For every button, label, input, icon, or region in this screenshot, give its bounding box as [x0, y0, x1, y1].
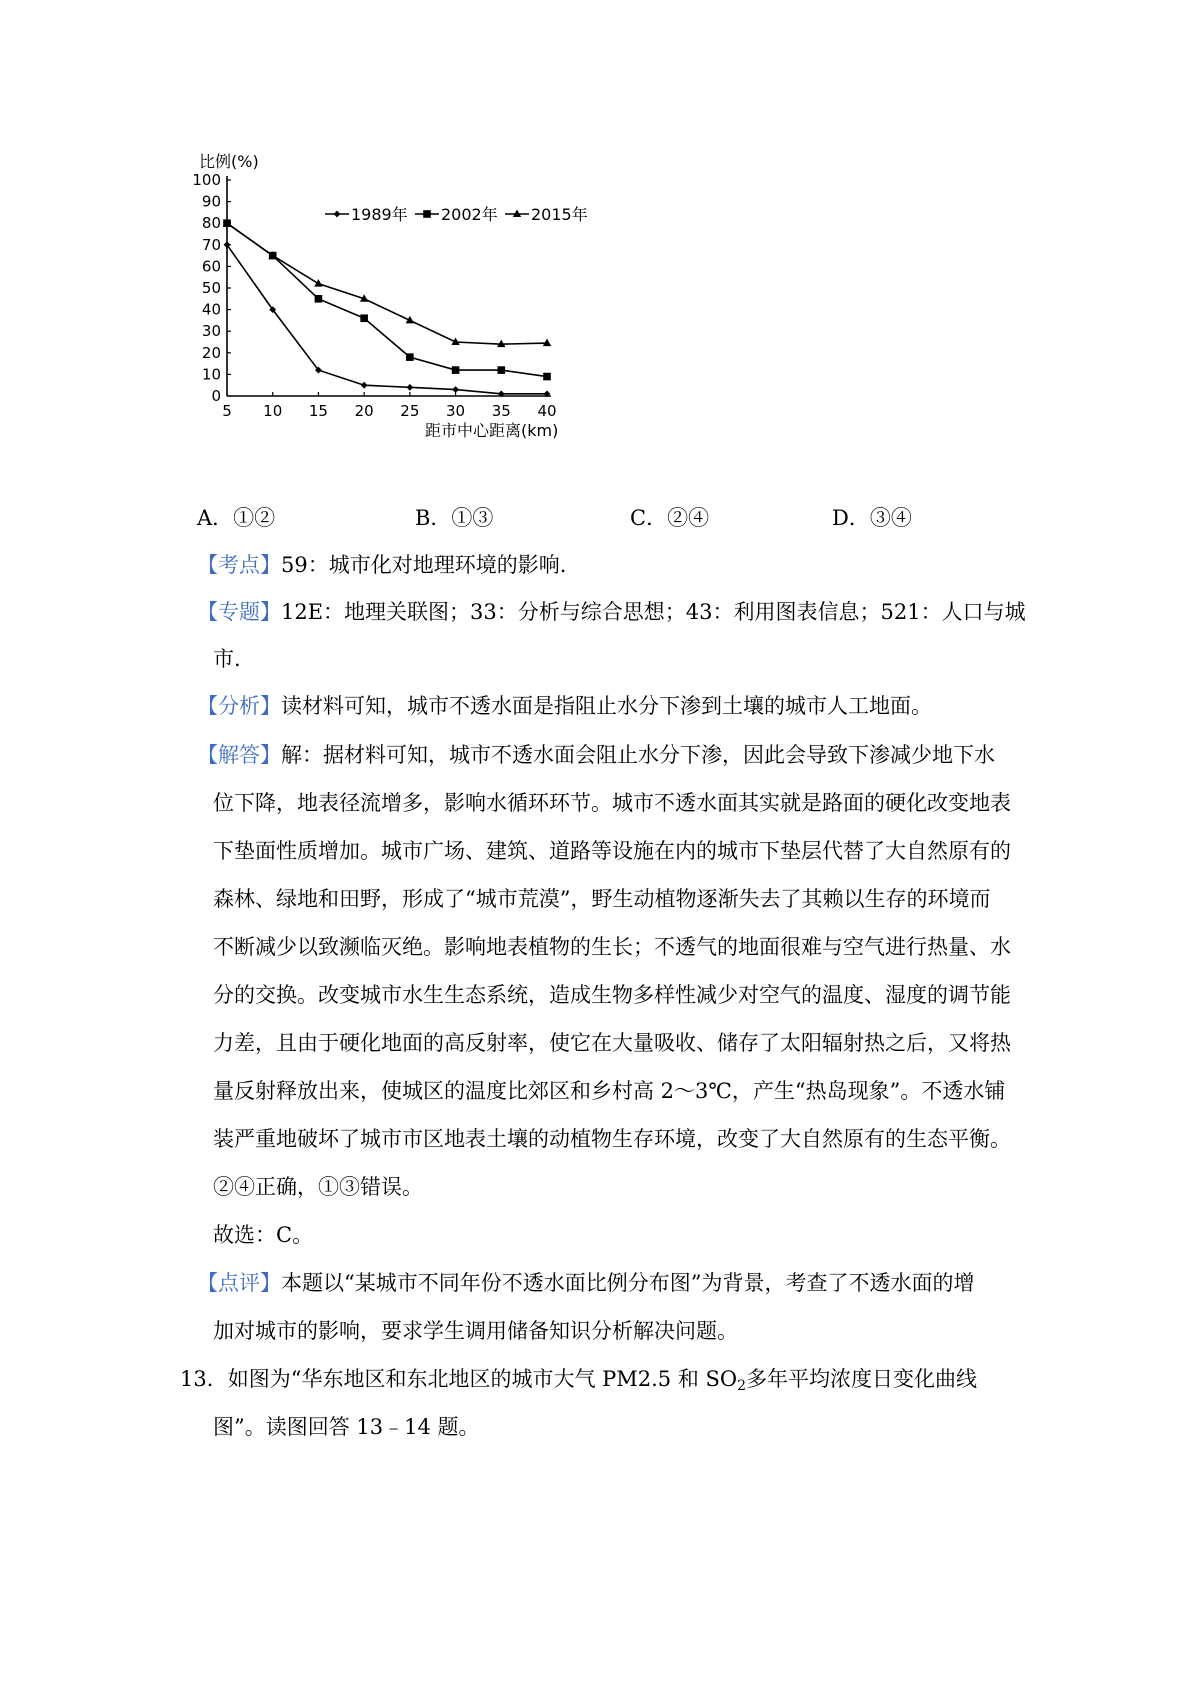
y-tick-label: 0: [211, 387, 221, 405]
y-tick-label: 80: [201, 214, 221, 233]
question-13-line-1: [180, 1364, 977, 1394]
x-axis-label: 距市中心距离(km): [425, 421, 559, 440]
y-tick-label: 40: [201, 300, 221, 319]
jieda-line-6: 分的交换。改变城市水生生态系统，造成生物多样性减少对空气的温度、湿度的调节能: [213, 983, 1011, 1007]
legend-label: 2002年: [441, 205, 498, 224]
jieda-text-1: 解：据材料可知，城市不透水面会阻止水分下渗，因此会导致下渗减少地下水: [281, 743, 995, 767]
dianping-text-1: 本题以“某城市不同年份不透水面比例分布图”为背景，考查了不透水面的增: [281, 1271, 975, 1295]
y-tick-labels: [192, 171, 231, 405]
x-tick-label: 30: [446, 402, 466, 420]
x-tick-label: 35: [491, 402, 511, 420]
subscript-2: 2: [737, 1378, 747, 1394]
data-point: [360, 314, 368, 322]
x-tick-label: 5: [222, 402, 232, 420]
jieda-line-8: 量反射释放出来，使城区的温度比郊区和乡村高 2～3℃，产生“热岛现象”。不透水铺: [213, 1079, 1006, 1103]
data-point: [452, 366, 460, 374]
dianping-line-1: [197, 1268, 974, 1298]
y-tick-label: 30: [201, 322, 221, 341]
data-point: [543, 373, 551, 381]
y-tick-label: 90: [201, 192, 221, 211]
jieda-line-7: 力差，且由于硬化地面的高反射率，使它在大量吸收、储存了太阳辐射热之后，又将热: [213, 1031, 1011, 1055]
series-line: [227, 223, 547, 376]
option-d[interactable]: D．③④: [832, 506, 912, 530]
jieda-tag: 【解答】: [197, 743, 281, 767]
jieda-line-1: [197, 740, 995, 770]
y-tick-label: 10: [201, 365, 221, 384]
x-tick-label: 15: [308, 402, 328, 420]
x-tick-label: 20: [354, 402, 374, 420]
y-tick-label: 20: [201, 343, 221, 362]
data-point: [314, 279, 322, 287]
question-13-line-2: 图”。读图回答 13﹣14 题。: [213, 1415, 480, 1439]
kaodian-tag: 【考点】: [197, 553, 281, 577]
x-tick-label: 40: [537, 402, 557, 420]
option-c[interactable]: C．②④: [630, 506, 710, 530]
jieda-line-5: 不断减少以致濒临灭绝。影响地表植物的生长；不透气的地面很难与空气进行热量、水: [213, 935, 1011, 959]
data-point: [497, 366, 505, 374]
fenxi-line: [197, 691, 932, 721]
zhuanti-text-1: 12E：地理关联图；33：分析与综合思想；43：利用图表信息；521：人口与城: [281, 600, 1026, 624]
zhuanti-tag: 【专题】: [197, 600, 281, 624]
question-text-a: 如图为“华东地区和东北地区的城市大气 PM2.5 和 SO: [227, 1367, 738, 1391]
data-point: [406, 384, 413, 391]
kaodian-line: [197, 550, 566, 580]
y-axis-label: 比例(%): [199, 152, 259, 171]
zhuanti-line-2: 市.: [213, 647, 241, 671]
data-point: [315, 295, 323, 303]
jieda-line-3: 下垫面性质增加。城市广场、建筑、道路等设施在内的城市下垫层代替了大自然原有的: [213, 839, 1011, 863]
fenxi-text: 读材料可知，城市不透水面是指阻止水分下渗到土壤的城市人工地面。: [281, 694, 932, 718]
series-line: [227, 223, 547, 344]
legend-label: 2015年: [531, 205, 588, 224]
question-text-b: 多年平均浓度日变化曲线: [746, 1367, 978, 1391]
question-number: 13．: [180, 1367, 228, 1391]
data-point: [543, 339, 551, 347]
dianping-tag: 【点评】: [197, 1271, 281, 1295]
option-a[interactable]: A．①②: [197, 506, 276, 530]
jieda-line-4: 森林、绿地和田野，形成了“城市荒漠”，野生动植物逐渐失去了其赖以生存的环境而: [213, 887, 991, 911]
x-tick-label: 25: [400, 402, 420, 420]
chart-legend: [325, 205, 588, 224]
dianping-line-2: 加对城市的影响，要求学生调用储备知识分析解决问题。: [213, 1319, 738, 1343]
data-point: [452, 386, 459, 393]
jieda-line-10: ②④正确，①③错误。: [213, 1175, 423, 1199]
y-tick-label: 60: [201, 257, 221, 276]
jieda-line-11: 故选：C。: [213, 1223, 314, 1247]
data-point: [334, 211, 341, 218]
jieda-line-2: 位下降，地表径流增多，影响水循环环节。城市不透水面其实就是路面的硬化改变地表: [213, 791, 1011, 815]
data-point: [423, 210, 431, 218]
data-point: [406, 353, 414, 361]
jieda-line-9: 装严重地破坏了城市市区地表土壤的动植物生存环境，改变了大自然原有的生态平衡。: [213, 1127, 1011, 1151]
y-tick-label: 100: [192, 171, 221, 189]
legend-label: 1989年: [351, 205, 408, 224]
y-tick-label: 50: [201, 279, 221, 297]
option-b[interactable]: B．①③: [415, 506, 494, 530]
chart-series: [223, 219, 551, 398]
impervious-surface-chart: [185, 150, 605, 450]
fenxi-tag: 【分析】: [197, 694, 281, 718]
x-tick-label: 10: [263, 402, 283, 420]
kaodian-text: 59：城市化对地理环境的影响.: [281, 553, 567, 577]
y-tick-label: 70: [201, 235, 221, 254]
data-point: [361, 382, 368, 389]
zhuanti-line-1: [197, 597, 1026, 627]
